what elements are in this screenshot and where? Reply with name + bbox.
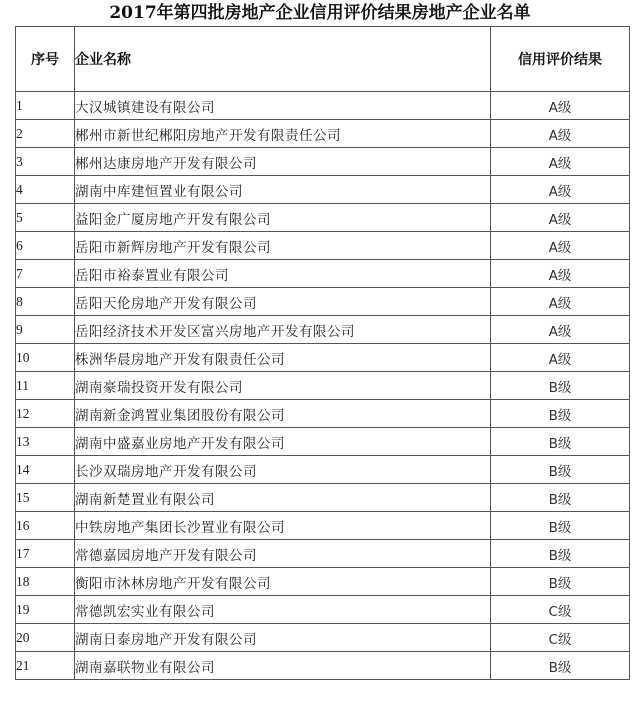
rating-cell: B级 bbox=[491, 484, 630, 512]
enterprise-name-cell: 常德嘉园房地产开发有限公司 bbox=[75, 540, 491, 568]
row-index-cell: 16 bbox=[16, 512, 75, 540]
table-row bbox=[16, 624, 630, 652]
rating-cell: A级 bbox=[491, 92, 630, 120]
table-row bbox=[16, 204, 630, 232]
column-header-rating: 信用评价结果 bbox=[491, 27, 630, 92]
enterprise-name-cell: 湖南嘉联物业有限公司 bbox=[75, 652, 491, 680]
enterprise-name-cell: 岳阳经济技术开发区富兴房地产开发有限公司 bbox=[75, 316, 491, 344]
table-row bbox=[16, 260, 630, 288]
table-row bbox=[16, 596, 630, 624]
table-row bbox=[16, 568, 630, 596]
enterprise-name-cell: 大汉城镇建设有限公司 bbox=[75, 92, 491, 120]
row-index-cell: 6 bbox=[16, 232, 75, 260]
rating-cell: A级 bbox=[491, 148, 630, 176]
table-row bbox=[16, 232, 630, 260]
rating-cell: A级 bbox=[491, 260, 630, 288]
enterprise-name-cell: 岳阳市裕泰置业有限公司 bbox=[75, 260, 491, 288]
table-row bbox=[16, 288, 630, 316]
enterprise-name-cell: 郴州市新世纪郴阳房地产开发有限责任公司 bbox=[75, 120, 491, 148]
rating-cell: A级 bbox=[491, 120, 630, 148]
row-index-cell: 17 bbox=[16, 540, 75, 568]
rating-cell: A级 bbox=[491, 316, 630, 344]
table-row bbox=[16, 456, 630, 484]
enterprise-name-cell: 益阳金广厦房地产开发有限公司 bbox=[75, 204, 491, 232]
row-index-cell: 14 bbox=[16, 456, 75, 484]
column-header-index: 序号 bbox=[16, 27, 75, 92]
row-index-cell: 13 bbox=[16, 428, 75, 456]
rating-cell: B级 bbox=[491, 512, 630, 540]
rating-cell: A级 bbox=[491, 288, 630, 316]
enterprise-name-cell: 中铁房地产集团长沙置业有限公司 bbox=[75, 512, 491, 540]
rating-cell: B级 bbox=[491, 400, 630, 428]
rating-cell: C级 bbox=[491, 596, 630, 624]
table-row bbox=[16, 148, 630, 176]
rating-cell: C级 bbox=[491, 624, 630, 652]
row-index-cell: 15 bbox=[16, 484, 75, 512]
table-row bbox=[16, 316, 630, 344]
table-row bbox=[16, 540, 630, 568]
rating-cell: B级 bbox=[491, 540, 630, 568]
row-index-cell: 5 bbox=[16, 204, 75, 232]
row-index-cell: 12 bbox=[16, 400, 75, 428]
page-title: 2017年第四批房地产企业信用评价结果房地产企业名单 bbox=[109, 3, 531, 23]
rating-cell: A级 bbox=[491, 176, 630, 204]
rating-cell: B级 bbox=[491, 372, 630, 400]
enterprise-name-cell: 株洲华晨房地产开发有限责任公司 bbox=[75, 344, 491, 372]
rating-cell: A级 bbox=[491, 232, 630, 260]
enterprise-name-cell: 岳阳天伦房地产开发有限公司 bbox=[75, 288, 491, 316]
row-index-cell: 11 bbox=[16, 372, 75, 400]
enterprise-name-cell: 湖南中盛嘉业房地产开发有限公司 bbox=[75, 428, 491, 456]
rating-cell: B级 bbox=[491, 652, 630, 680]
enterprise-name-cell: 湖南新楚置业有限公司 bbox=[75, 484, 491, 512]
column-header-name: 企业名称 bbox=[75, 27, 491, 92]
table-row bbox=[16, 484, 630, 512]
row-index-cell: 18 bbox=[16, 568, 75, 596]
enterprise-name-cell: 湖南日泰房地产开发有限公司 bbox=[75, 624, 491, 652]
rating-cell: A级 bbox=[491, 204, 630, 232]
table-body bbox=[16, 92, 630, 680]
row-index-cell: 19 bbox=[16, 596, 75, 624]
enterprise-name-cell: 衡阳市沐林房地产开发有限公司 bbox=[75, 568, 491, 596]
table-header-row bbox=[16, 27, 630, 92]
row-index-cell: 10 bbox=[16, 344, 75, 372]
row-index-cell: 21 bbox=[16, 652, 75, 680]
row-index-cell: 4 bbox=[16, 176, 75, 204]
enterprise-rating-table bbox=[15, 26, 630, 680]
row-index-cell: 1 bbox=[16, 92, 75, 120]
row-index-cell: 20 bbox=[16, 624, 75, 652]
row-index-cell: 2 bbox=[16, 120, 75, 148]
table-row bbox=[16, 120, 630, 148]
enterprise-name-cell: 湖南豪瑞投资开发有限公司 bbox=[75, 372, 491, 400]
enterprise-name-cell: 岳阳市新辉房地产开发有限公司 bbox=[75, 232, 491, 260]
table-row bbox=[16, 92, 630, 120]
row-index-cell: 7 bbox=[16, 260, 75, 288]
row-index-cell: 3 bbox=[16, 148, 75, 176]
rating-cell: B级 bbox=[491, 456, 630, 484]
table-row bbox=[16, 428, 630, 456]
table-row bbox=[16, 344, 630, 372]
enterprise-name-cell: 湖南新金鸿置业集团股份有限公司 bbox=[75, 400, 491, 428]
table-row bbox=[16, 652, 630, 680]
row-index-cell: 8 bbox=[16, 288, 75, 316]
row-index-cell: 9 bbox=[16, 316, 75, 344]
rating-cell: B级 bbox=[491, 428, 630, 456]
rating-cell: B级 bbox=[491, 568, 630, 596]
table-row bbox=[16, 372, 630, 400]
table-row bbox=[16, 176, 630, 204]
rating-cell: A级 bbox=[491, 344, 630, 372]
table-row bbox=[16, 400, 630, 428]
enterprise-name-cell: 常德凯宏实业有限公司 bbox=[75, 596, 491, 624]
enterprise-name-cell: 长沙双瑞房地产开发有限公司 bbox=[75, 456, 491, 484]
table-row bbox=[16, 512, 630, 540]
enterprise-name-cell: 湖南中库建恒置业有限公司 bbox=[75, 176, 491, 204]
enterprise-name-cell: 郴州达康房地产开发有限公司 bbox=[75, 148, 491, 176]
